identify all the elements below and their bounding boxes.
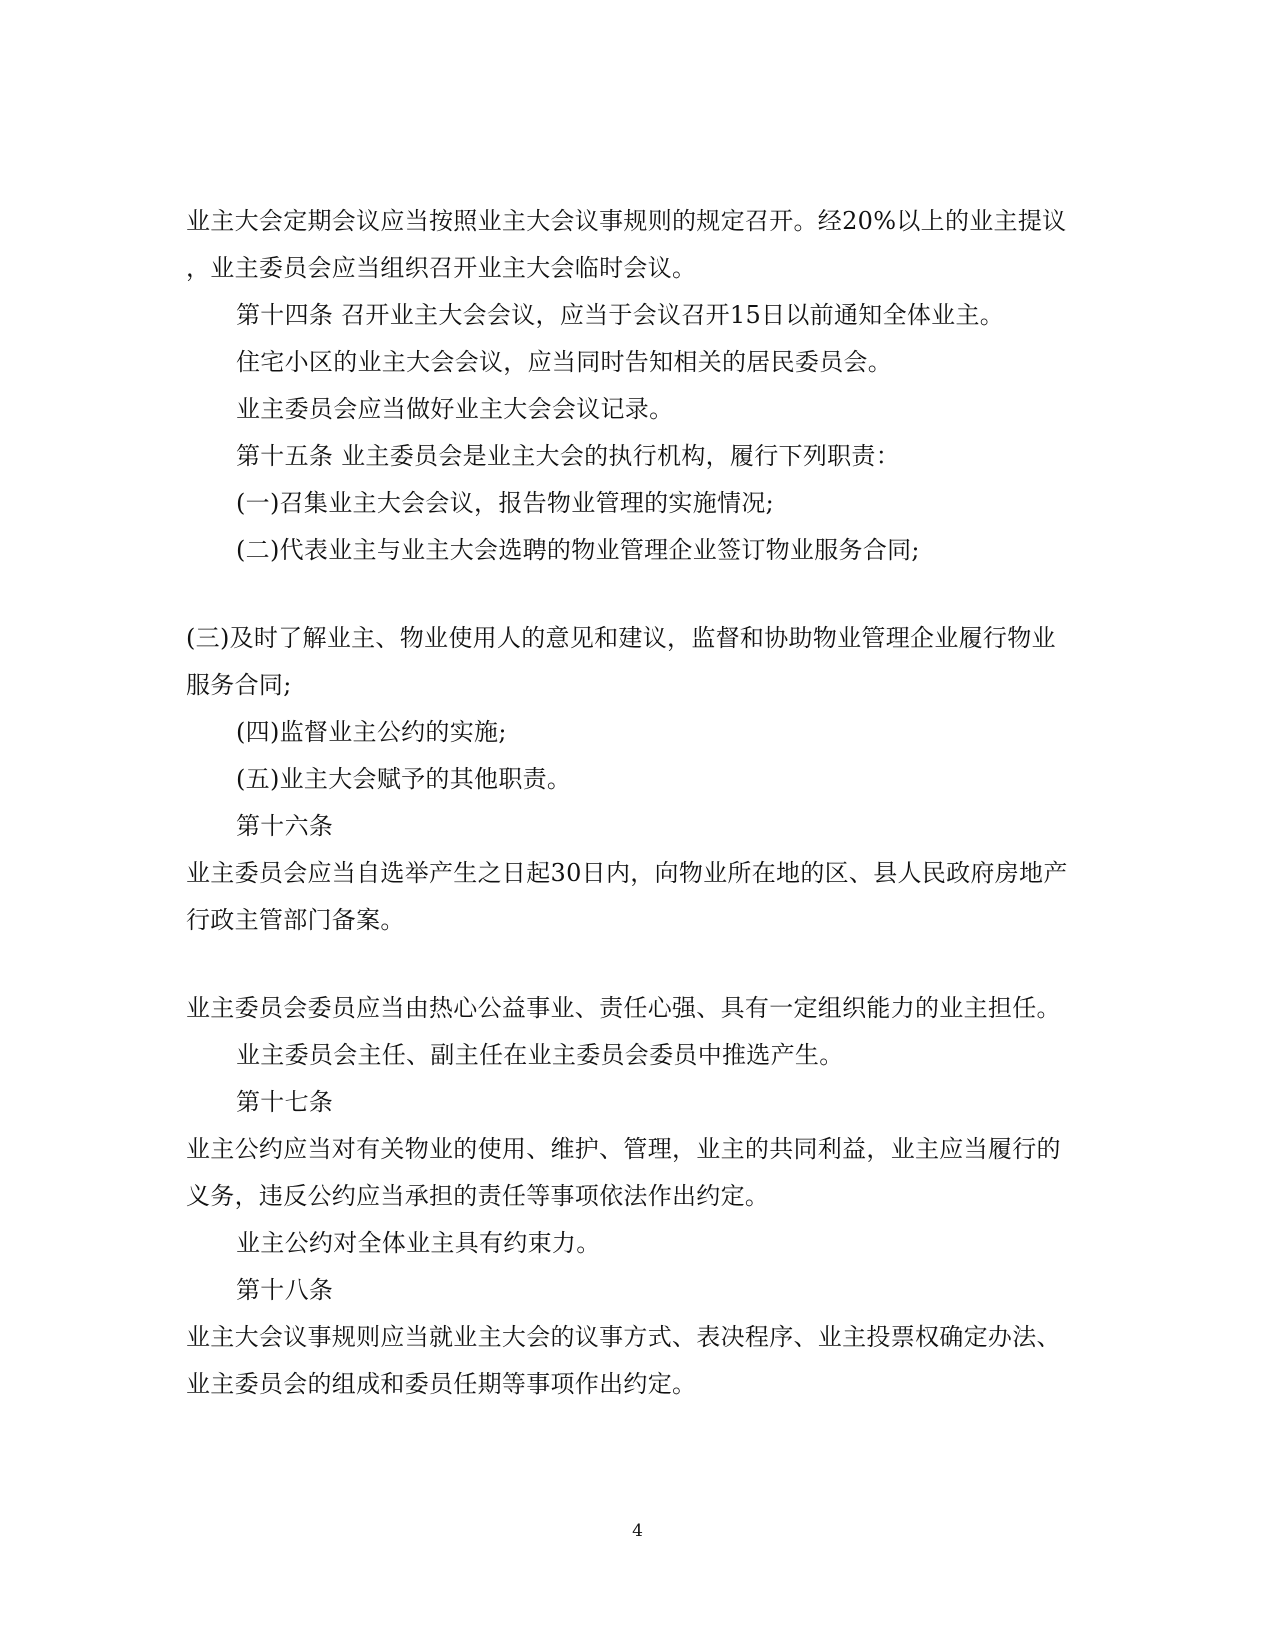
paragraph-line: 业主委员会委员应当由热心公益事业、责任心强、具有一定组织能力的业主担任。 — [186, 994, 1061, 1022]
paragraph-line: 住宅小区的业主大会会议，应当同时告知相关的居民委员会。 — [236, 348, 893, 376]
paragraph-line: 业主大会议事规则应当就业主大会的议事方式、表决程序、业主投票权确定办法、 — [186, 1323, 1061, 1351]
list-item: (二)代表业主与业主大会选聘的物业管理企业签订物业服务合同; — [236, 536, 920, 564]
paragraph-line: 业主委员会应当做好业主大会会议记录。 — [236, 395, 674, 423]
article-heading-17: 第十七条 — [236, 1088, 334, 1116]
paragraph-line: 业主委员会主任、副主任在业主委员会委员中推选产生。 — [236, 1041, 844, 1069]
paragraph-line: 服务合同; — [186, 671, 292, 699]
paragraph-line: 业主大会定期会议应当按照业主大会议事规则的规定召开。经20%以上的业主提议 — [186, 207, 1067, 235]
list-item: (一)召集业主大会会议，报告物业管理的实施情况; — [236, 489, 775, 517]
article-heading-16: 第十六条 — [236, 812, 334, 840]
paragraph-line: 业主公约应当对有关物业的使用、维护、管理，业主的共同利益，业主应当履行的 — [186, 1135, 1061, 1163]
paragraph-line: 业主公约对全体业主具有约束力。 — [236, 1229, 601, 1257]
page-number: 4 — [632, 1521, 643, 1541]
paragraph-line: ，业主委员会应当组织召开业主大会临时会议。 — [186, 254, 697, 282]
paragraph-line: 业主委员会应当自选举产生之日起30日内，向物业所在地的区、县人民政府房地产 — [186, 859, 1068, 887]
article-heading-15: 第十五条 业主委员会是业主大会的执行机构，履行下列职责： — [236, 442, 901, 470]
list-item: (三)及时了解业主、物业使用人的意见和建议，监督和协助物业管理企业履行物业 — [186, 624, 1056, 652]
article-heading-14: 第十四条 召开业主大会会议，应当于会议召开15日以前通知全体业主。 — [236, 301, 1005, 329]
paragraph-line: 行政主管部门备案。 — [186, 906, 405, 934]
list-item: (四)监督业主公约的实施; — [236, 718, 507, 746]
paragraph-line: 义务，违反公约应当承担的责任等事项依法作出约定。 — [186, 1182, 770, 1210]
article-heading-18: 第十八条 — [236, 1276, 334, 1304]
paragraph-line: 业主委员会的组成和委员任期等事项作出约定。 — [186, 1370, 697, 1398]
list-item: (五)业主大会赋予的其他职责。 — [236, 765, 572, 793]
